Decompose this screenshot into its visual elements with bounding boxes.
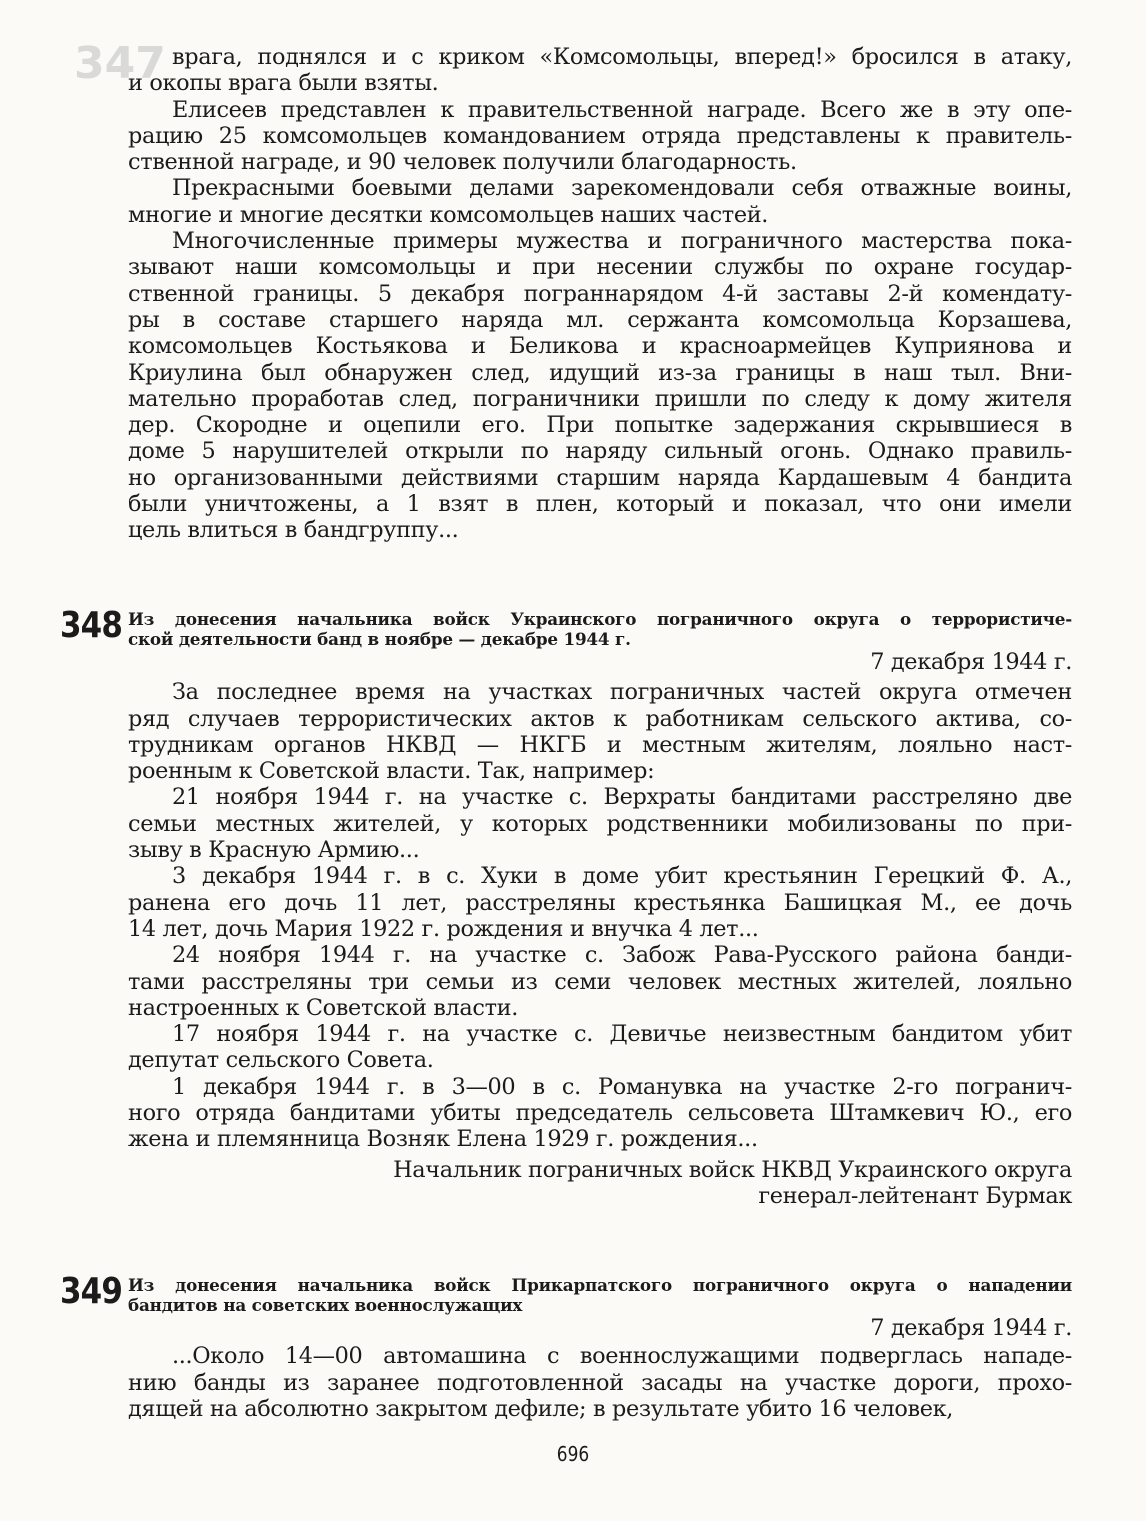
document-349-heading-line: бандитов на советских военнослужащих: [128, 1294, 523, 1315]
document-348-text-line: тами расстреляны три семьи из семи человек местных жителей, лояльно: [128, 968, 1072, 995]
intro-text-line: Прекрасными боевыми делами зарекомендовали себя отважные воины,: [172, 175, 1072, 202]
document-348-text-line: зыву в Красную Армию...: [128, 837, 420, 864]
intro-text-line: дер. Скородне и оцепили его. При попытке задержания скрывшиеся в: [128, 412, 1072, 439]
document-348-paragraph: [128, 942, 1072, 1021]
document-349-body: [128, 1343, 1072, 1422]
document-348-text-line: 14 лет, дочь Мария 1922 г. рождения и внучка 4 лет...: [128, 915, 759, 942]
document-number-348: 348: [60, 605, 123, 646]
intro-text-line: рацию 25 комсомольцев командованием отряда представлены к правитель-: [128, 122, 1072, 149]
document-348-text-line: 24 ноября 1944 г. на участке с. Забож Рава-Русского района банди-: [172, 942, 1072, 969]
document-348-paragraph: [128, 863, 1072, 942]
document-348-heading-line: Из донесения начальника войск Украинского пограничного округа о террористиче-: [128, 609, 1072, 629]
intro-text-line: Криулина был обнаружен след, идущий из-за границы в наш тыл. Вни-: [128, 359, 1072, 386]
document-348-paragraph: [128, 679, 1072, 784]
document-348-text-line: 1 декабря 1944 г. в 3—00 в с. Романувка на участке 2-го погранич-: [172, 1073, 1072, 1100]
intro-text-line: мательно проработав след, пограничники пришли по следу к дому жителя: [128, 385, 1072, 412]
intro-paragraph: [128, 44, 1072, 97]
intro-text-line: ственной границы. 5 декабря пограннарядом 4-й заставы 2-й комендату-: [128, 280, 1072, 307]
intro-paragraph: [128, 175, 1072, 228]
intro-text-line: зывают наши комсомольцы и при несении службы по охране государ-: [128, 254, 1072, 281]
document-349-heading: [128, 1276, 1072, 1315]
document-348-text-line: роенным к Советской власти. Так, например:: [128, 758, 655, 785]
document-348-text-line: 17 ноября 1944 г. на участке с. Девичье неизвестным бандитом убит: [172, 1021, 1072, 1048]
document-348-paragraph: [128, 1021, 1072, 1074]
intro-text-line: комсомольцев Костьякова и Беликова и красноармейцев Куприянова и: [128, 333, 1072, 360]
document-349-text-line: ...Около 14—00 автомашина с военнослужащими подверглась нападе-: [172, 1343, 1072, 1370]
intro-text-line: ры в составе старшего наряда мл. сержанта комсомольца Корзашева,: [128, 306, 1072, 333]
intro-text: [128, 44, 1072, 544]
document-348-text-line: депутат сельского Совета.: [128, 1047, 434, 1074]
page-number: 696: [556, 1442, 590, 1466]
intro-paragraph: [128, 97, 1072, 176]
document-348-heading-line: ской деятельности банд в ноябре — декабре 1944 г.: [128, 628, 631, 649]
document-348-text-line: 21 ноября 1944 г. на участке с. Верхраты бандитами расстреляно две: [172, 784, 1072, 811]
intro-text-line: врага, поднялся и с криком «Комсомольцы, вперед!» бросился в атаку,: [172, 44, 1072, 70]
intro-text-line: многие и многие десятки комсомольцев наших частей.: [128, 201, 769, 228]
document-number-349: 349: [60, 1271, 123, 1312]
document-349: [128, 1276, 1072, 1422]
signature-line: генерал-лейтенант Бурмак: [758, 1182, 1072, 1209]
document-348-signature: [128, 1157, 1072, 1210]
intro-paragraph: [128, 228, 1072, 544]
intro-text-line: доме 5 нарушителей открыли по наряду сильный огонь. Однако правиль-: [128, 438, 1072, 465]
document-349-date: 7 декабря 1944 г.: [870, 1315, 1072, 1341]
document-348-text-line: семьи местных жителей, у которых родственники мобилизованы по при-: [128, 810, 1072, 837]
document-349-text-line: нию банды из заранее подготовленной засады на участке дороги, прохо-: [128, 1369, 1072, 1396]
document-348-text-line: ряд случаев террористических актов к работникам сельского актива, со-: [128, 705, 1072, 732]
document-348-text-line: трудникам органов НКВД — НКГБ и местным жителям, лояльно наст-: [128, 731, 1072, 758]
document-348-heading: [128, 610, 1072, 649]
document-348-text-line: ранена его дочь 11 лет, расстреляны крестьянка Башицкая М., ее дочь: [128, 889, 1072, 916]
bleed-through-page-number: 347: [74, 38, 166, 89]
document-348-text-line: жена и племянница Возняк Елена 1929 г. рождения...: [128, 1126, 758, 1153]
intro-text-line: Многочисленные примеры мужества и пограничного мастерства пока-: [172, 228, 1072, 255]
intro-text-line: цель влиться в бандгруппу...: [128, 517, 459, 544]
intro-text-line: были уничтожены, а 1 взят в плен, который и показал, что они имели: [128, 491, 1072, 518]
document-348-text-line: За последнее время на участках пограничных частей округа отмечен: [172, 679, 1072, 706]
intro-text-line: и окопы врага были взяты.: [128, 70, 439, 97]
document-349-heading-line: Из донесения начальника войск Прикарпатского пограничного округа о нападении: [128, 1275, 1072, 1295]
document-348-paragraph: [128, 784, 1072, 863]
document-348-paragraph: [128, 1074, 1072, 1153]
document-348-text-line: 3 декабря 1944 г. в с. Хуки в доме убит крестьянин Герецкий Ф. А.,: [172, 863, 1072, 890]
intro-text-line: Елисеев представлен к правительственной награде. Всего же в эту опе-: [172, 96, 1072, 123]
document-349-text-line: дящей на абсолютно закрытом дефиле; в результате убито 16 человек,: [128, 1395, 954, 1422]
intro-text-line: ственной награде, и 90 человек получили благодарность.: [128, 149, 797, 176]
document-348-text-line: ного отряда бандитами убиты председатель сельсовета Штамкевич Ю., его: [128, 1100, 1072, 1127]
document-348: [128, 610, 1072, 1209]
document-348-text-line: настроенных к Советской власти.: [128, 994, 518, 1021]
document-348-body: [128, 679, 1072, 1152]
document-349-paragraph: [128, 1343, 1072, 1422]
document-348-date: 7 декабря 1944 г.: [870, 649, 1072, 675]
signature-line: Начальник пограничных войск НКВД Украинского округа: [393, 1156, 1072, 1183]
intro-text-line: но организованными действиями старшим наряда Кардашевым 4 бандита: [128, 464, 1072, 491]
